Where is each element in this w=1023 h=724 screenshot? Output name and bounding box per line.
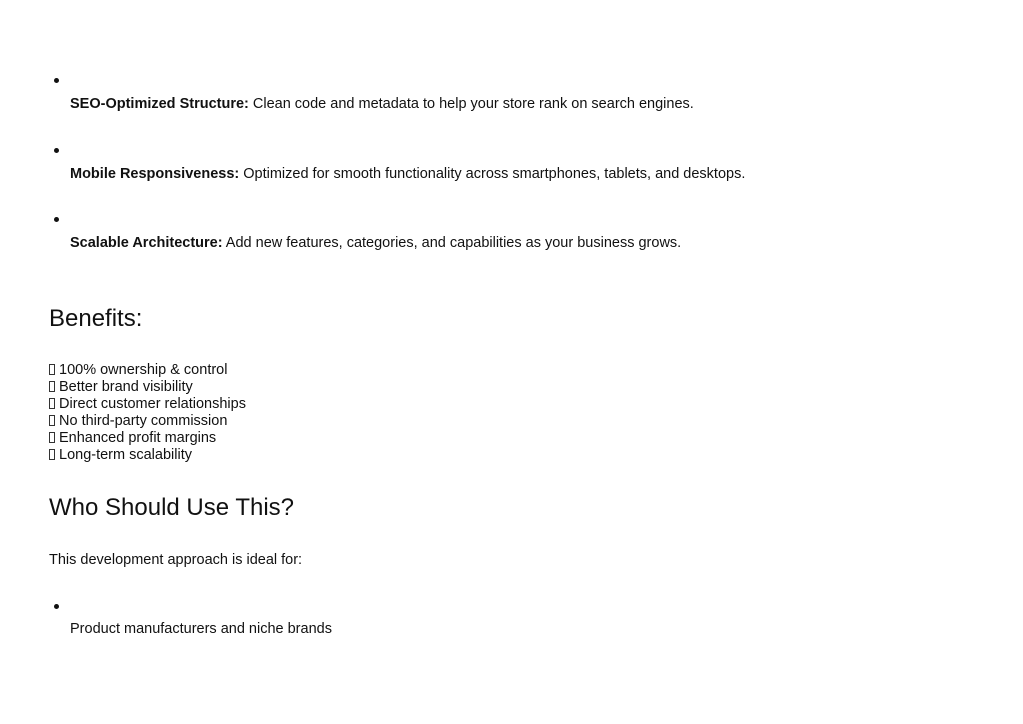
feature-title: Mobile Responsiveness: (70, 166, 240, 182)
who-heading: Who Should Use This? (49, 494, 295, 521)
feature-description: Add new features, categories, and capabilities as your business grows. (222, 235, 682, 251)
bullet-dot (54, 604, 59, 609)
feature-title: Scalable Architecture: (70, 235, 223, 251)
benefit-label: Long-term scalability (59, 447, 192, 463)
benefit-label: 100% ownership & control (59, 362, 228, 378)
who-item (49, 0, 949, 650)
feature-title: SEO-Optimized Structure: (70, 96, 249, 112)
feature-description: Optimized for smooth functionality across smartphones, tablets, and desktops. (239, 166, 746, 182)
benefit-label: Enhanced profit margins (59, 430, 217, 446)
benefit-label: No third-party commission (59, 413, 228, 429)
feature-description: Clean code and metadata to help your store rank on search engines. (248, 96, 694, 112)
benefit-label: Direct customer relationships (59, 396, 246, 412)
who-intro: This development approach is ideal for: (49, 552, 303, 568)
who-item-text: Product manufacturers and niche brands (70, 621, 332, 637)
benefit-label: Better brand visibility (59, 379, 193, 395)
benefits-heading: Benefits: (49, 305, 143, 332)
